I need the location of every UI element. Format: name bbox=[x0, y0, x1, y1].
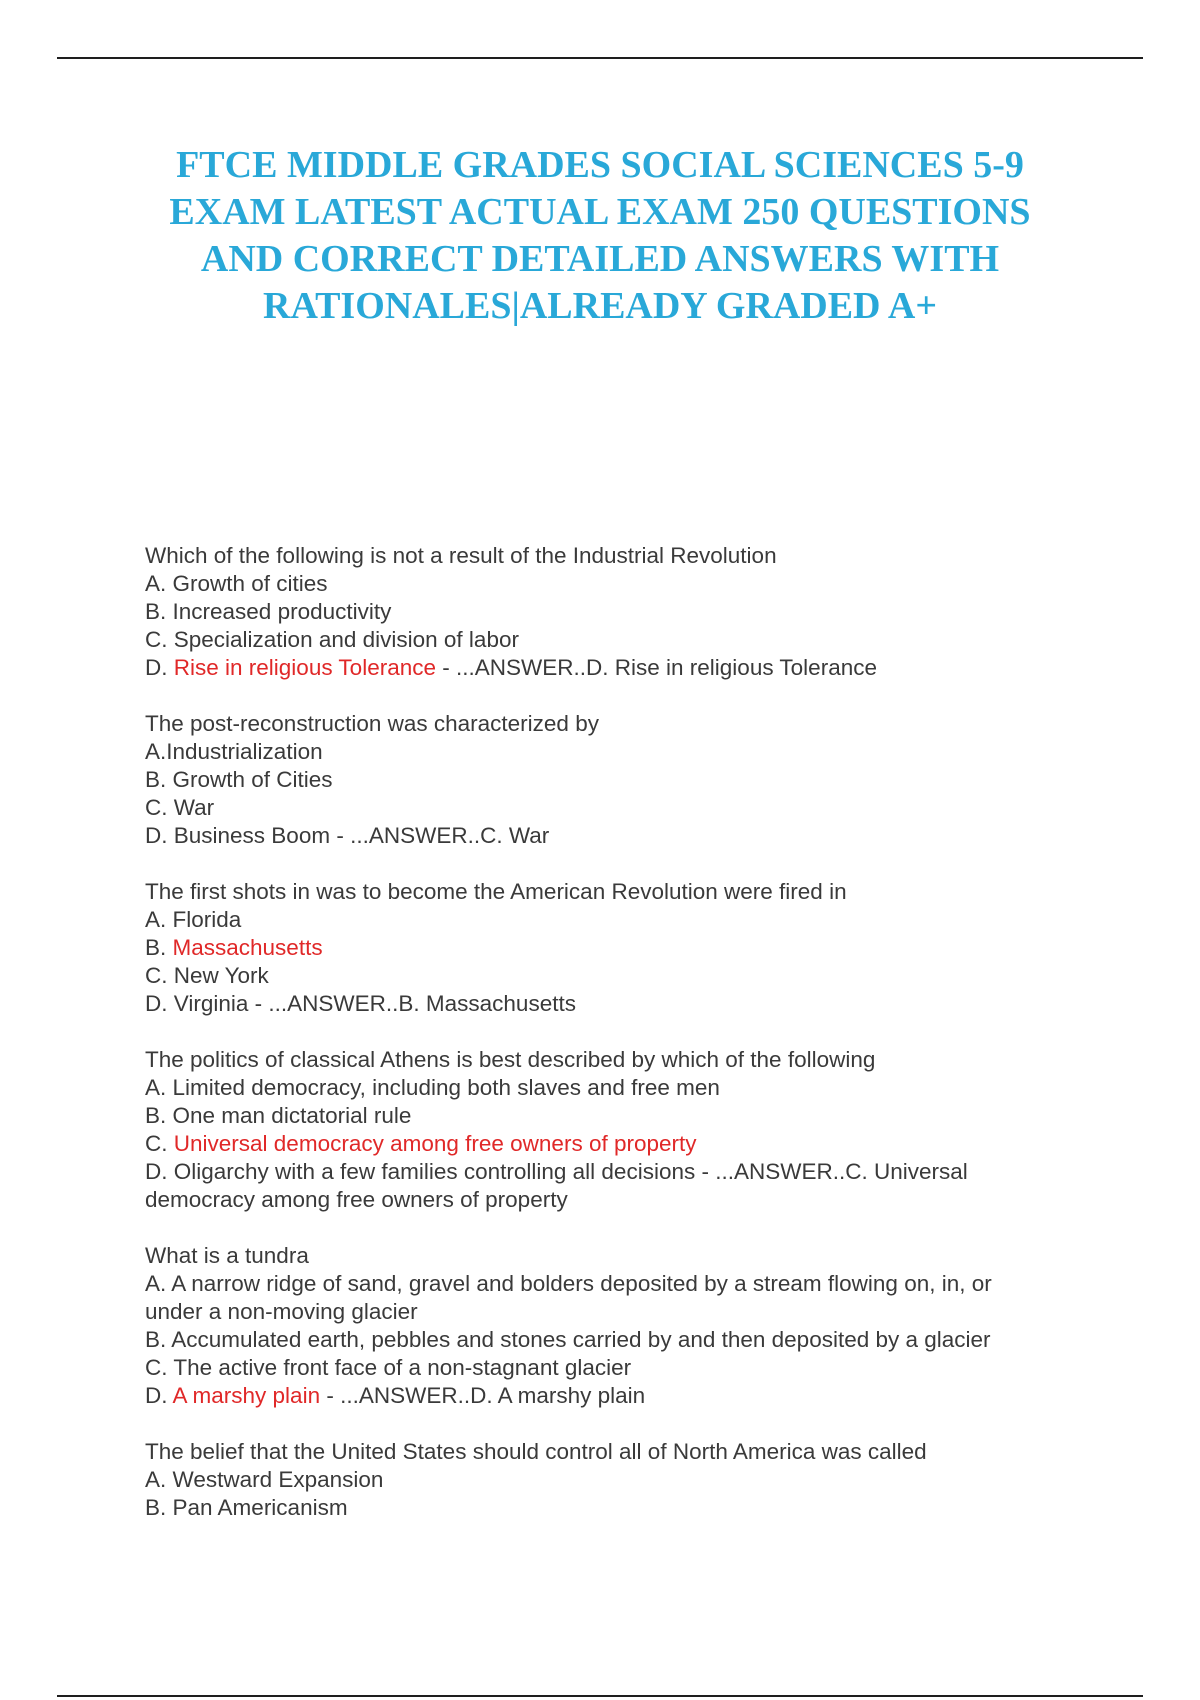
question-prompt: The belief that the United States should control all of North America was called bbox=[145, 1439, 927, 1464]
question-prompt: The post-reconstruction was characterized by bbox=[145, 711, 599, 736]
option-d bbox=[145, 654, 1045, 682]
option-c-prefix: C. bbox=[145, 1131, 174, 1156]
option-d-prefix: D. bbox=[145, 1383, 173, 1408]
option-a: A. Westward Expansion bbox=[145, 1467, 384, 1492]
option-d: D. Virginia - ...ANSWER..B. Massachusetts bbox=[145, 991, 576, 1016]
option-c: C. New York bbox=[145, 963, 269, 988]
option-b: B. One man dictatorial rule bbox=[145, 1103, 412, 1128]
option-b: B. Pan Americanism bbox=[145, 1495, 348, 1520]
question-block bbox=[145, 1438, 1045, 1522]
option-d bbox=[145, 1382, 1045, 1410]
option-a: A. Limited democracy, including both slaves and free men bbox=[145, 1075, 720, 1100]
question-block bbox=[145, 1046, 1045, 1214]
question-prompt: Which of the following is not a result of the Industrial Revolution bbox=[145, 543, 777, 568]
option-a: A. Florida bbox=[145, 907, 242, 932]
answer-text: - ...ANSWER..D. A marshy plain bbox=[320, 1383, 646, 1408]
highlighted-answer: A marshy plain bbox=[172, 1383, 321, 1408]
highlighted-answer: Massachusetts bbox=[172, 935, 323, 960]
option-c bbox=[145, 1130, 1045, 1158]
highlighted-answer: Universal democracy among free owners of property bbox=[173, 1131, 697, 1156]
option-a: A. A narrow ridge of sand, gravel and bolders deposited by a stream flowing on, in, or under a non-moving glacier bbox=[145, 1271, 992, 1324]
option-d: D. Oligarchy with a few families controlling all decisions - ...ANSWER..C. Universal democracy among free owners of property bbox=[145, 1159, 968, 1212]
option-d: D. Business Boom - ...ANSWER..C. War bbox=[145, 823, 550, 848]
option-d-prefix: D. bbox=[145, 655, 174, 680]
question-prompt: The politics of classical Athens is best described by which of the following bbox=[145, 1047, 876, 1072]
bottom-rule bbox=[57, 1695, 1143, 1697]
option-b bbox=[145, 934, 1045, 962]
highlighted-answer: Rise in religious Tolerance bbox=[173, 655, 436, 680]
question-block bbox=[145, 1242, 1045, 1410]
question-prompt: What is a tundra bbox=[145, 1243, 309, 1268]
option-c: C. Specialization and division of labor bbox=[145, 627, 519, 652]
top-rule bbox=[57, 57, 1143, 59]
option-c: C. The active front face of a non-stagnant glacier bbox=[145, 1355, 632, 1380]
answer-text: - ...ANSWER..D. Rise in religious Tolerance bbox=[436, 655, 877, 680]
question-prompt: The first shots in was to become the American Revolution were fired in bbox=[145, 879, 847, 904]
question-list bbox=[145, 542, 1045, 1550]
option-b-prefix: B. bbox=[145, 935, 173, 960]
option-b: B. Increased productivity bbox=[145, 599, 392, 624]
question-block bbox=[145, 878, 1045, 1018]
option-a: A. Growth of cities bbox=[145, 571, 328, 596]
question-block bbox=[145, 542, 1045, 682]
option-a: A.Industrialization bbox=[145, 739, 323, 764]
option-c: C. War bbox=[145, 795, 215, 820]
option-b: B. Accumulated earth, pebbles and stones carried by and then deposited by a glacier bbox=[145, 1327, 991, 1352]
option-b: B. Growth of Cities bbox=[145, 767, 333, 792]
document-title: FTCE MIDDLE GRADES SOCIAL SCIENCES 5-9 EXAM LATEST ACTUAL EXAM 250 QUESTIONS AND CORRECT DETAILED ANSWERS WITH RATIONALES|ALREADY GRADED A+ bbox=[169, 144, 1031, 327]
question-block bbox=[145, 710, 1045, 850]
